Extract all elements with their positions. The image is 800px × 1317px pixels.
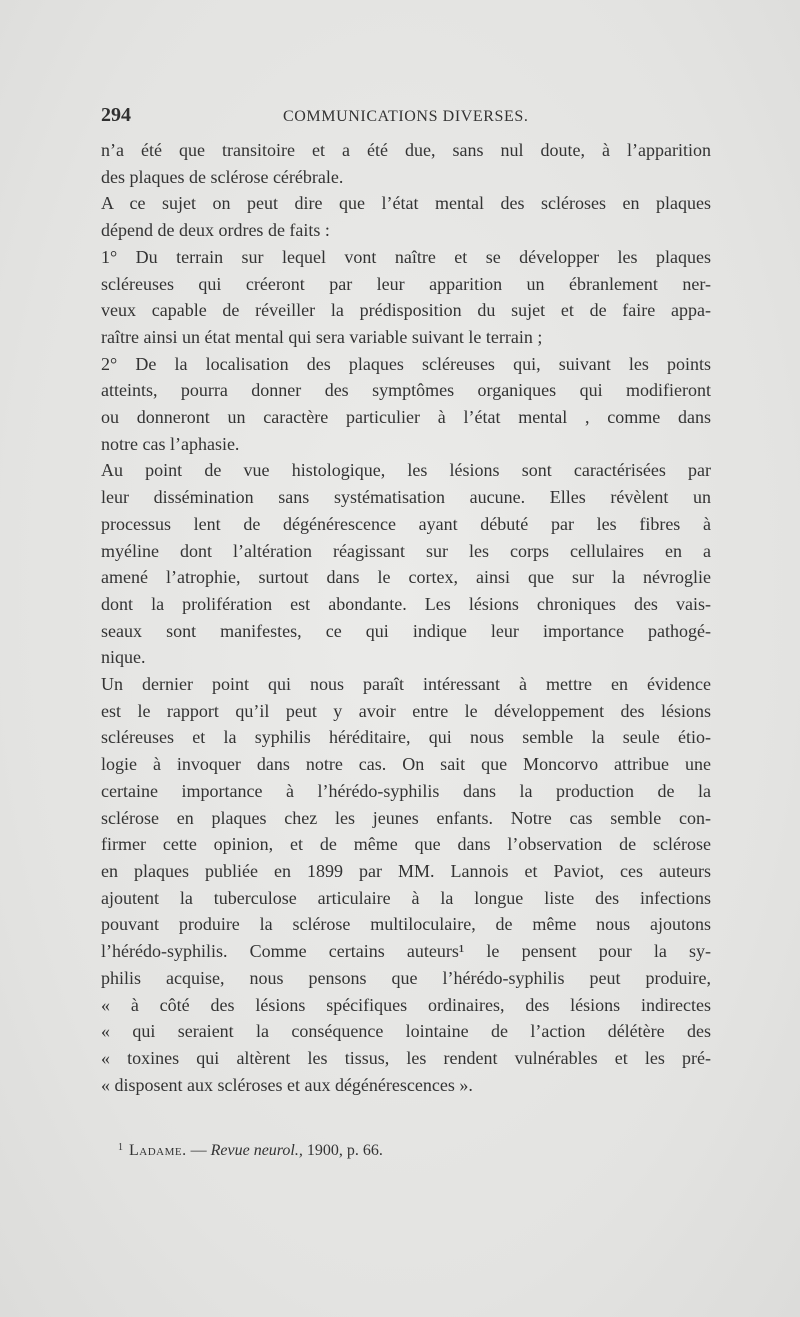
text-line: l’hérédo-syphilis. Comme certains auteurs¹ le pensent pour la sy-	[101, 941, 711, 962]
footnote-details: 1900, p. 66.	[302, 1142, 383, 1159]
text-line: amené l’atrophie, surtout dans le cortex, ainsi que sur la névroglie	[101, 567, 711, 588]
text-line: n’a été que transitoire et a été due, sans nul doute, à l’apparition	[101, 140, 711, 160]
text-line: veux capable de réveiller la prédisposition du sujet et de faire appa-	[101, 300, 711, 321]
paragraph	[101, 457, 711, 671]
text-line: dépend de deux ordres de faits :	[101, 220, 330, 241]
footnote-separator: —	[186, 1142, 211, 1159]
text-line: « qui seraient la conséquence lointaine de l’action délétère des	[101, 1021, 711, 1042]
text-line: philis acquise, nous pensons que l’hérédo-syphilis peut produire,	[101, 967, 711, 988]
text-line: A ce sujet on peut dire que l’état mental des scléroses en plaques	[101, 193, 711, 214]
text-line: dont la prolifération est abondante. Les lésions chroniques des vais-	[101, 593, 711, 614]
paragraph	[101, 190, 711, 243]
text-line: sclérose en plaques chez les jeunes enfants. Notre cas semble con-	[101, 807, 711, 828]
page-number: 294	[101, 104, 131, 126]
text-line: en plaques publiée en 1899 par MM. Lannois et Paviot, ces auteurs	[101, 860, 711, 881]
text-line: Au point de vue histologique, les lésions sont caractérisées par	[101, 460, 711, 481]
text-line: « disposent aux scléroses et aux dégénérescences ».	[101, 1074, 473, 1095]
footnote-marker: 1	[118, 1142, 123, 1153]
text-line: seaux sont manifestes, ce qui indique leur importance pathogé-	[101, 620, 711, 641]
text-line: est le rapport qu’il peut y avoir entre le développement des lésions	[101, 700, 711, 721]
text-line: firmer cette opinion, et de même que dans l’observation de sclérose	[101, 834, 711, 855]
text-line: nique.	[101, 647, 146, 668]
text-line: Un dernier point qui nous paraît intéressant à mettre en évidence	[101, 674, 711, 695]
body-text	[101, 137, 711, 1098]
text-line: notre cas l’aphasie.	[101, 433, 240, 454]
text-line: ajoutent la tuberculose articulaire à la longue liste des infections	[101, 887, 711, 908]
running-head: COMMUNICATIONS DIVERSES.	[283, 108, 529, 125]
text-line: « à côté des lésions spécifiques ordinaires, des lésions indirectes	[101, 994, 711, 1015]
text-line: des plaques de sclérose cérébrale.	[101, 166, 344, 187]
paragraph	[101, 351, 711, 458]
page-header	[101, 104, 721, 130]
text-line: atteints, pourra donner des symptômes organiques qui modifieront	[101, 380, 711, 401]
text-line: pouvant produire la sclérose multiloculaire, de même nous ajoutons	[101, 914, 711, 935]
text-line: leur dissémination sans systématisation aucune. Elles révèlent un	[101, 487, 711, 508]
text-line: 2° De la localisation des plaques scléreuses qui, suivant les points	[101, 353, 711, 374]
paragraph	[101, 137, 711, 190]
text-line: 1° Du terrain sur lequel vont naître et se développer les plaques	[101, 246, 711, 267]
text-line: processus lent de dégénérescence ayant débuté par les fibres à	[101, 513, 711, 534]
text-line: certaine importance à l’hérédo-syphilis dans la production de la	[101, 780, 711, 801]
footnote-journal: Revue neurol.,	[210, 1142, 303, 1159]
text-line: « toxines qui altèrent les tissus, les rendent vulnérables et les pré-	[101, 1047, 711, 1068]
text-line: scléreuses qui créeront par leur apparition un ébranlement ner-	[101, 273, 711, 294]
footnote-author: Ladame.	[129, 1142, 187, 1159]
text-line: scléreuses et la syphilis héréditaire, qui nous semble la seule étio-	[101, 727, 711, 748]
paragraph	[101, 671, 711, 1098]
paragraph	[101, 244, 711, 351]
text-line: logie à invoquer dans notre cas. On sait que Moncorvo attribue une	[101, 754, 711, 775]
text-line: ou donneront un caractère particulier à l’état mental , comme dans	[101, 407, 711, 428]
text-line: raître ainsi un état mental qui sera variable suivant le terrain ;	[101, 326, 543, 347]
text-line: myéline dont l’altération réagissant sur les corps cellulaires en a	[101, 540, 711, 561]
footnote	[118, 1142, 718, 1160]
